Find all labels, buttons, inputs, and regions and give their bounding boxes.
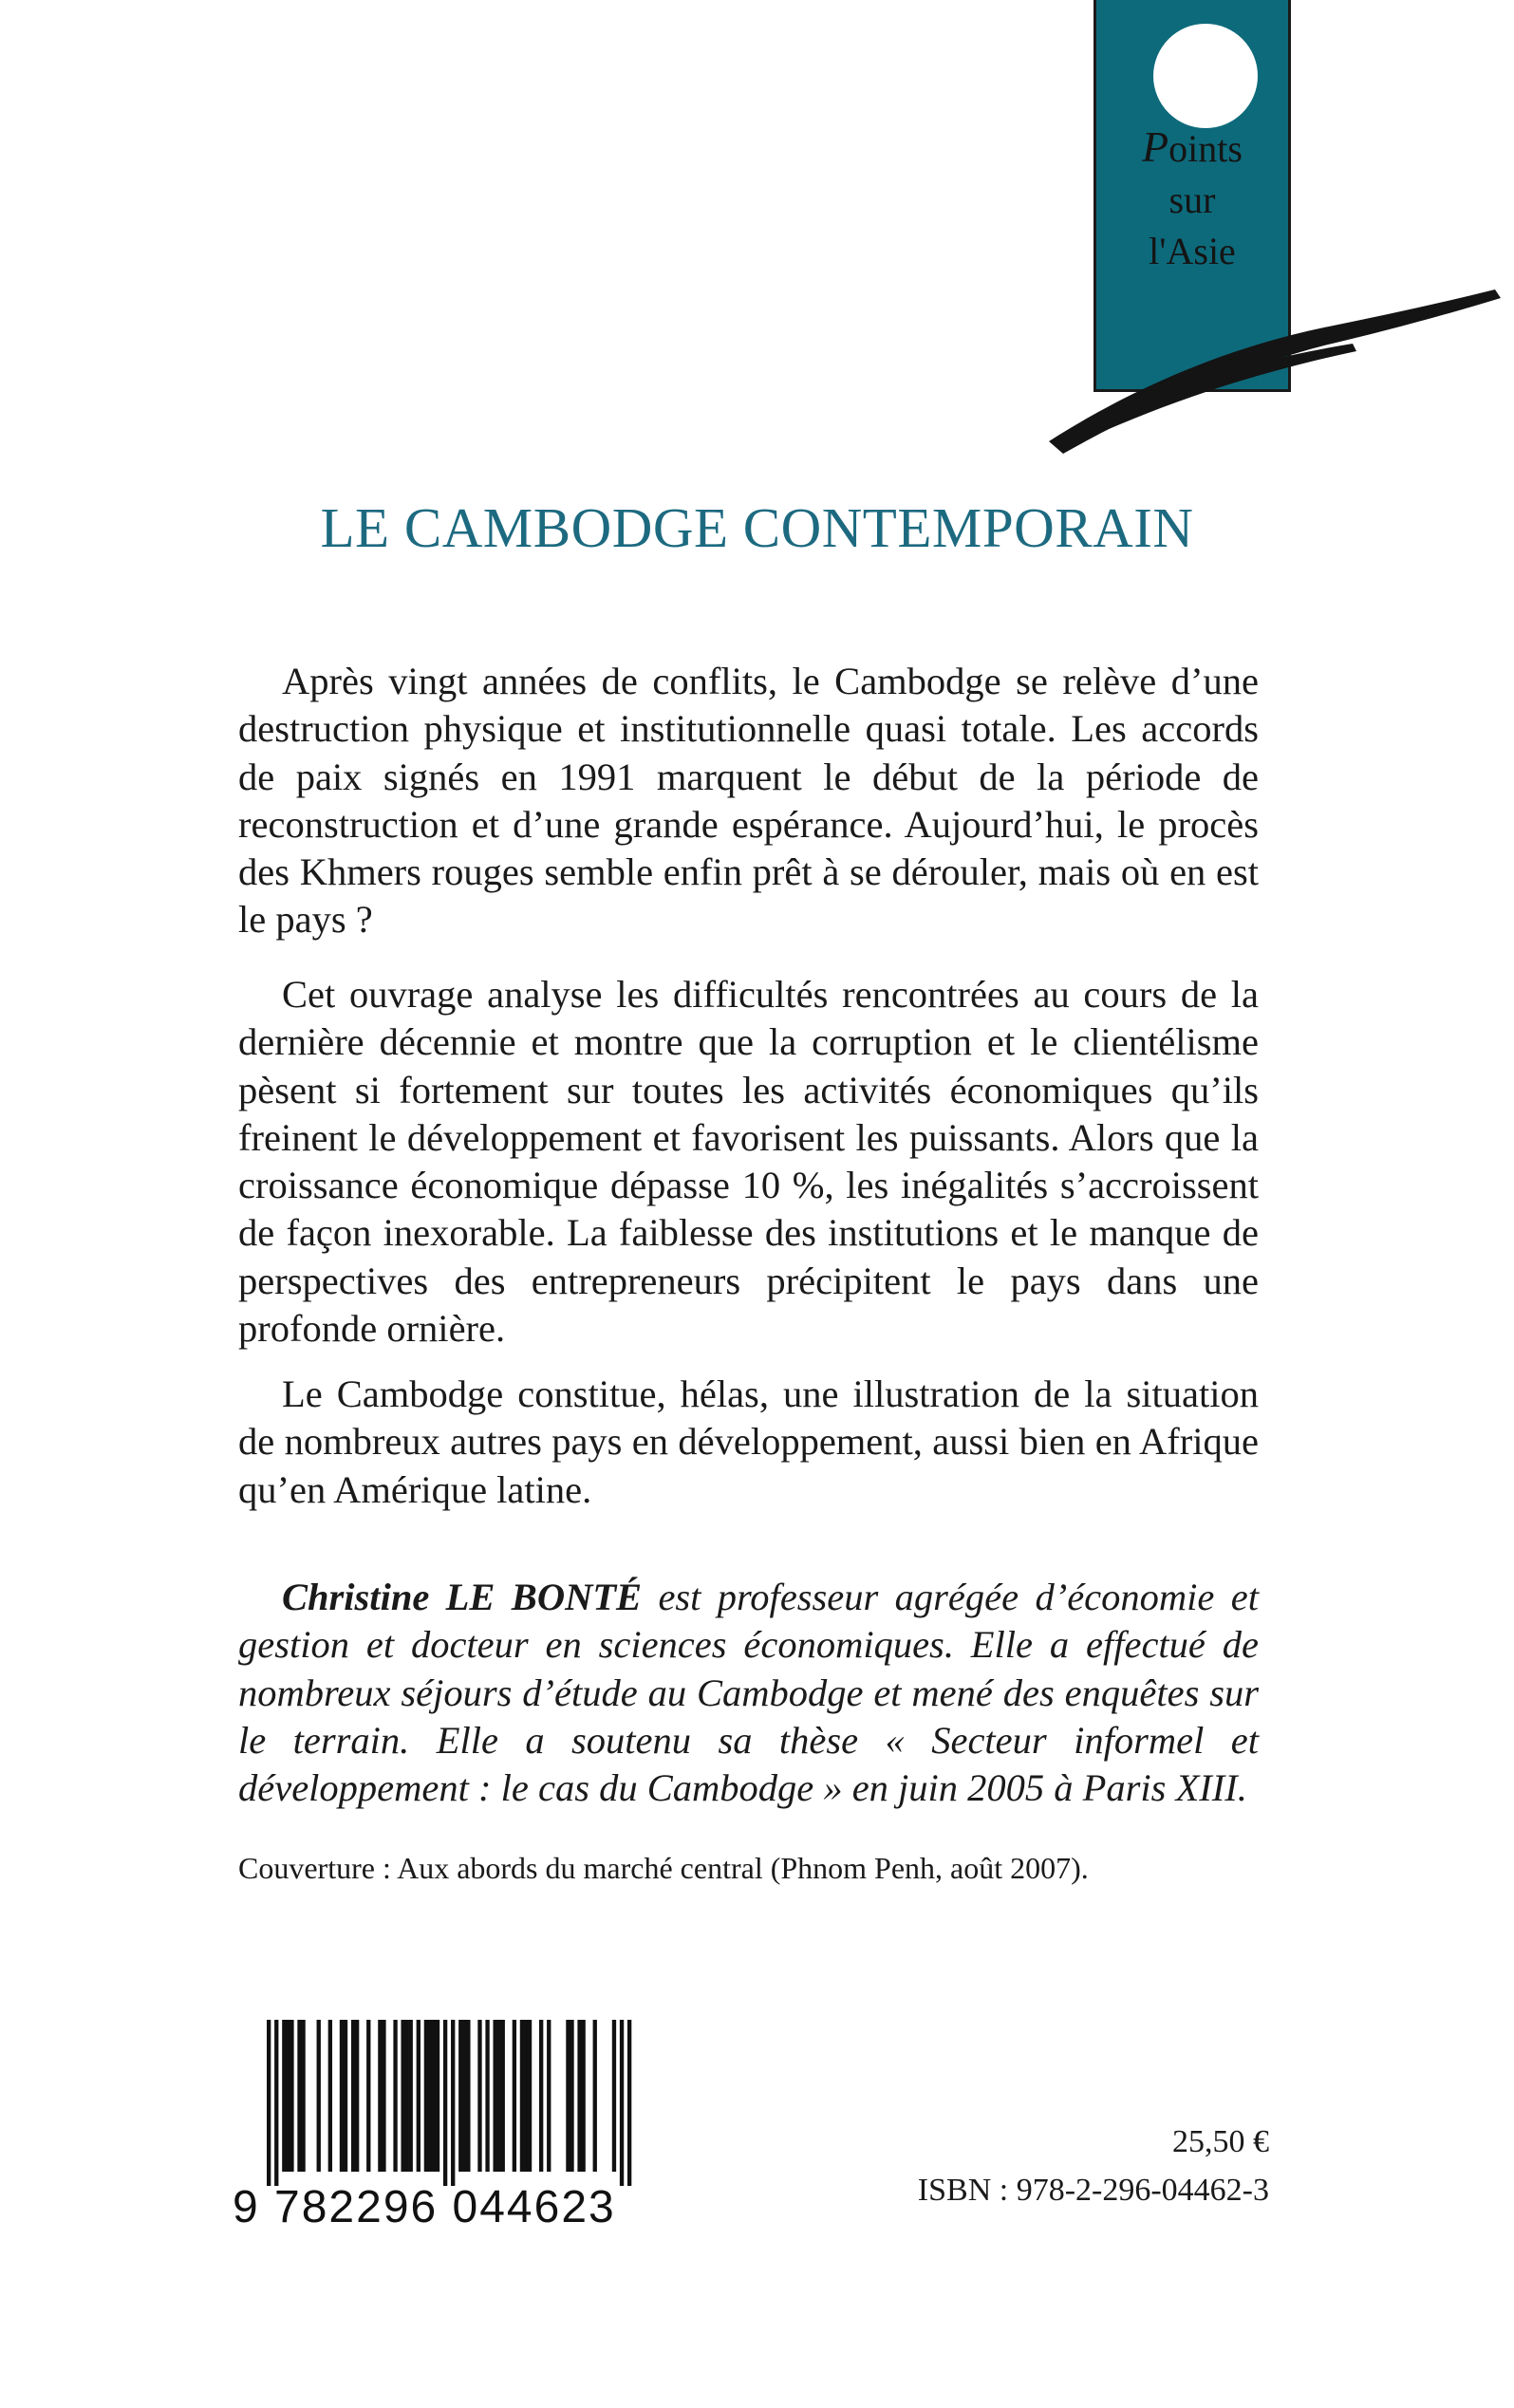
author-bio [238,1574,1259,1812]
series-name [1096,121,1288,277]
barcode-bar [328,2020,332,2172]
barcode-bar [458,2020,462,2172]
barcode-bar [627,2020,631,2186]
barcode-bar [462,2020,466,2172]
barcode-bars [233,2020,641,2186]
barcode-bar [493,2020,496,2172]
barcode-bar [466,2020,470,2172]
barcode-bar [355,2020,359,2172]
barcode-bar [286,2020,290,2172]
barcode-bar [566,2020,570,2172]
barcode-bar [539,2020,543,2172]
barcode-bar [428,2020,432,2172]
barcode-bar [267,2020,271,2186]
barcode-bar [417,2020,421,2172]
barcode-bar [513,2020,516,2172]
brush-swoosh-icon [1039,285,1514,456]
barcode-bar [577,2020,581,2172]
barcode-bar [424,2020,428,2172]
author-name: Christine LE BONTÉ [282,1576,643,1618]
barcode-digits: 9 782296 044623 [233,2182,616,2232]
barcode-bar [593,2020,597,2172]
series-line-2: sur [1168,178,1216,221]
barcode-bar [405,2020,409,2172]
barcode-bar [301,2020,305,2172]
barcode-bar [581,2020,585,2172]
price: 25,50 € [1172,2124,1269,2159]
barcode-bar [409,2020,413,2172]
barcode-bar [317,2020,321,2172]
barcode [233,2020,641,2232]
barcode-bar [366,2020,370,2172]
barcode-bar [344,2020,347,2172]
barcode-bar [451,2020,455,2186]
barcode-bar [382,2020,385,2172]
barcode-bar [393,2020,397,2172]
barcode-bar [351,2020,355,2172]
barcode-bar [401,2020,404,2172]
barcode-bar [612,2020,616,2172]
barcode-bar [485,2020,489,2172]
barcode-bar [570,2020,573,2172]
series-line-3: l'Asie [1149,230,1236,272]
barcode-bar [497,2020,501,2172]
description-paragraph: Le Cambodge constitue, hélas, une illustration de la situation de nombreux autres pays en développement, aussi bien en Afrique qu’en Amérique latine. [238,1372,1259,1511]
description-paragraph: Cet ouvrage analyse les difficultés rencontrées au cours de la dernière décennie et montre que la corruption et le clientélisme pèsent si fortement sur toutes les activités économiques qu’ils freinent le développement et favorisent les puissants. Alors que la croissance économique dépasse 10 %, les inégalités s’accroissent de façon inexorable. La faiblesse des institutions et le manque de perspectives des entrepreneurs précipitent le pays dans une profonde ornière. [238,973,1259,1351]
barcode-bar [297,2020,301,2172]
barcode-bar [290,2020,293,2172]
barcode-bar [432,2020,436,2172]
barcode-bar [340,2020,344,2172]
barcode-bar [274,2020,278,2186]
book-title: LE CAMBODGE CONTEMPORAIN [320,496,1194,559]
barcode-bar [520,2020,524,2172]
cover-credit: Couverture : Aux abords du marché central (Phnom Penh, août 2007). [238,1851,1089,1885]
series-circle-icon [1153,24,1258,128]
barcode-bar [501,2020,505,2172]
description-paragraph: Après vingt années de conflits, le Cambodge se relève d’une destruction physique et institutionnelle quasi totale. Les accords de paix signés en 1991 marquent le début de la période de reconstruction et d’une grande espérance. Aujourd’hui, le procès des Khmers rouges semble enfin prêt à se dérouler, mais où en est le pays ? [238,660,1259,942]
barcode-bar [620,2020,624,2186]
author-bio-text: est professeur agrégée d’économie et gestion et docteur en sciences économiques. Elle a effectué de nombreux séjours d’étude au Cambodge et mené des enquêtes sur le terrain. Elle a soutenu sa thèse « Secteur informel et développement : le cas du Cambodge » en juin 2005 à Paris XIII. [238,1576,1259,1810]
barcode-bar [436,2020,439,2172]
barcode-bar [528,2020,532,2172]
barcode-bar [282,2020,286,2172]
barcode-bar [378,2020,382,2172]
barcode-bar [524,2020,528,2172]
barcode-bar [443,2020,447,2186]
barcode-bar [477,2020,481,2172]
isbn: ISBN : 978-2-296-04462-3 [917,2173,1269,2208]
series-line-1: Points [1142,122,1243,171]
barcode-bar [547,2020,551,2172]
